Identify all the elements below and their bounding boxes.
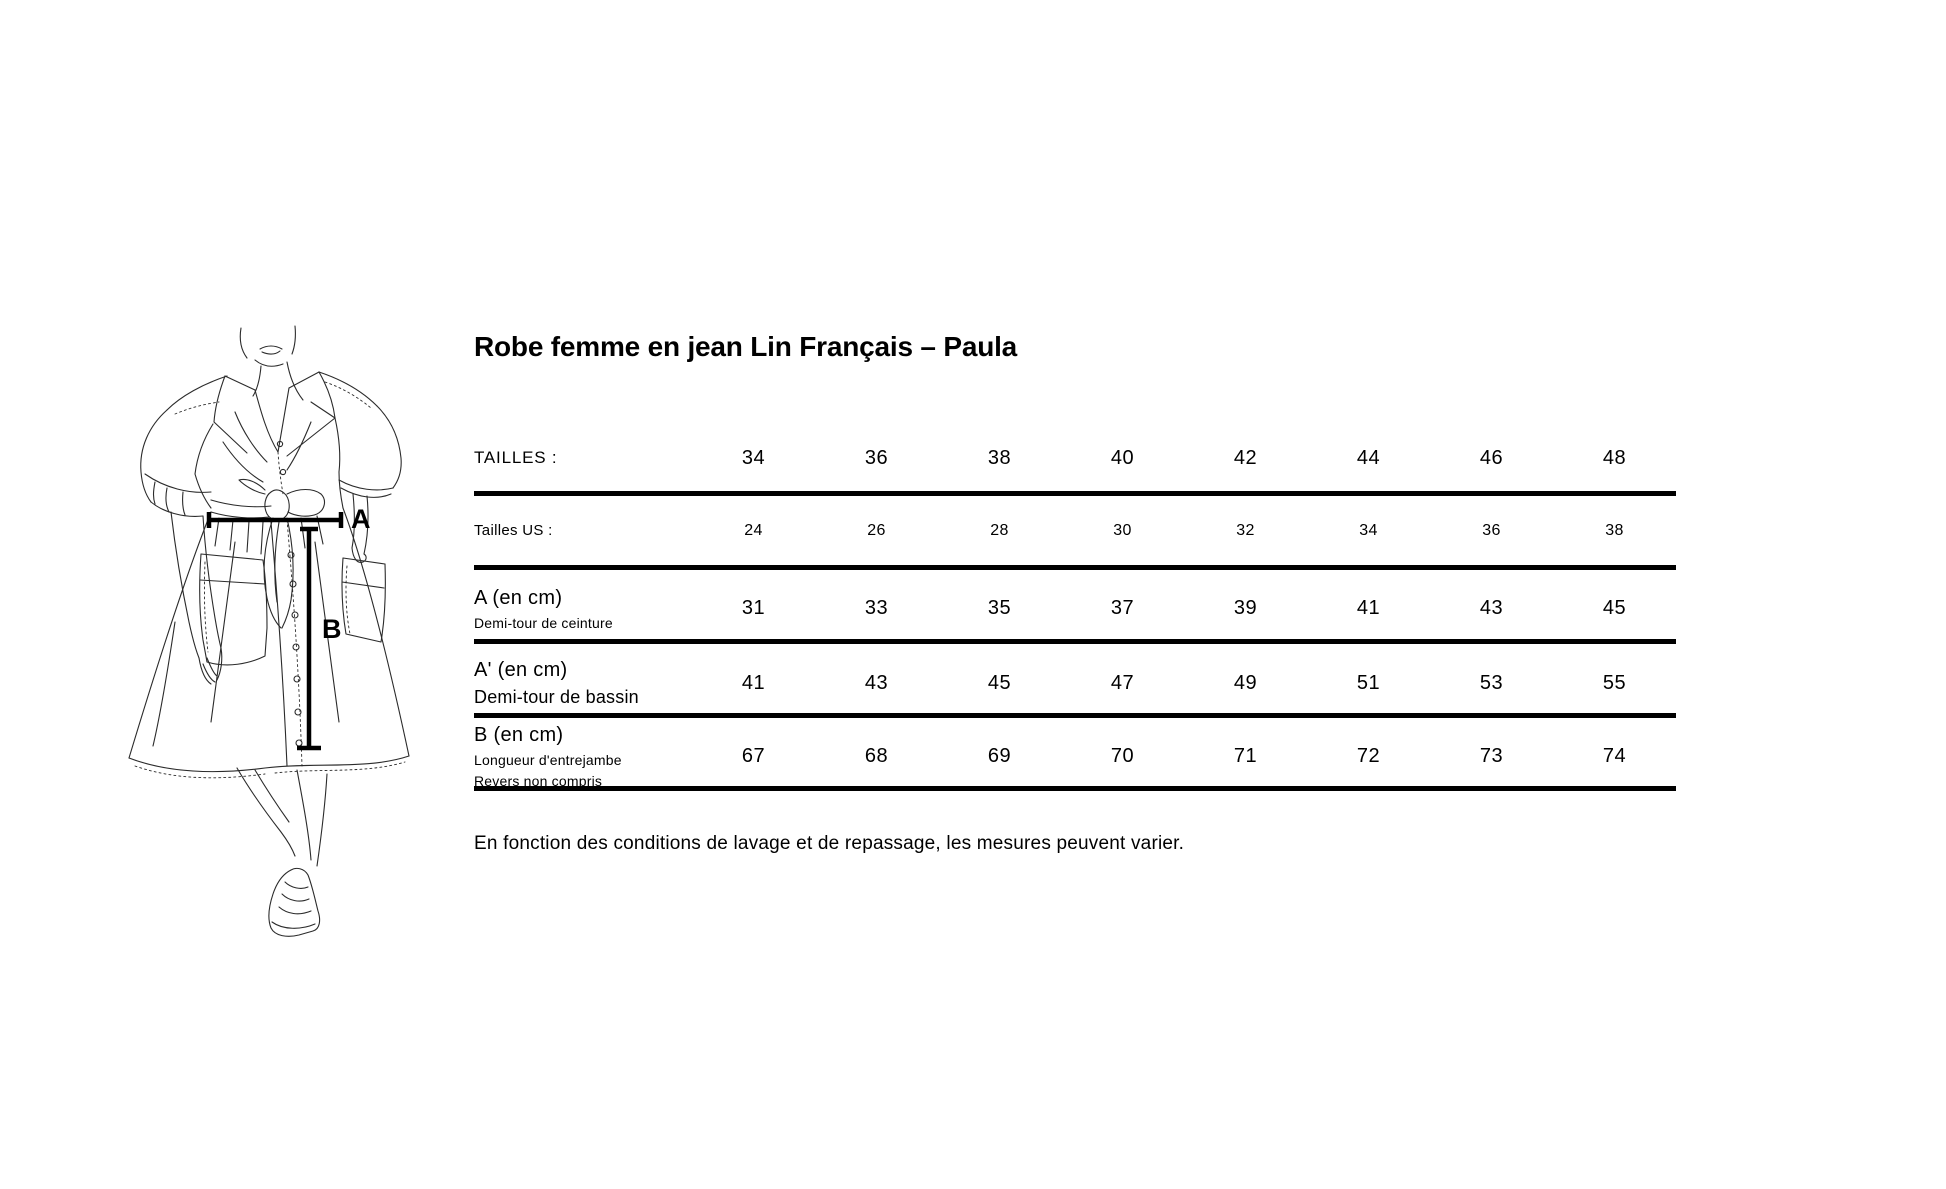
size-value: 69 bbox=[987, 745, 1012, 768]
measure-a-name: A (en cm) bbox=[474, 586, 563, 609]
size-guide-content bbox=[474, 331, 1676, 855]
stitch-lines bbox=[135, 382, 405, 778]
size-value: 70 bbox=[1110, 745, 1135, 768]
size-value: 46 bbox=[1479, 446, 1504, 469]
size-value: 71 bbox=[1233, 745, 1258, 768]
size-value: 34 bbox=[1359, 521, 1378, 539]
size-value: 43 bbox=[864, 672, 889, 695]
size-value: 48 bbox=[1602, 446, 1627, 469]
measure-b-name: B (en cm) bbox=[474, 724, 564, 747]
size-value: 40 bbox=[1110, 446, 1135, 469]
size-value: 73 bbox=[1479, 745, 1504, 768]
size-row-b bbox=[474, 718, 1676, 791]
size-value: 39 bbox=[1233, 597, 1258, 620]
size-value: 74 bbox=[1602, 745, 1627, 768]
measure-a-label: A bbox=[351, 504, 371, 534]
size-value: 24 bbox=[744, 521, 763, 539]
size-row-a bbox=[474, 570, 1676, 644]
dress-sketch bbox=[115, 322, 435, 962]
size-value: 49 bbox=[1233, 672, 1258, 695]
size-value: 32 bbox=[1236, 521, 1255, 539]
size-value: 31 bbox=[741, 597, 766, 620]
size-value: 28 bbox=[990, 521, 1009, 539]
size-value: 41 bbox=[741, 672, 766, 695]
measure-b-description-1: Longueur d'entrejambe bbox=[474, 752, 622, 769]
size-row-a-prime bbox=[474, 644, 1676, 718]
size-value: 36 bbox=[1482, 521, 1501, 539]
size-value: 38 bbox=[987, 446, 1012, 469]
size-value: 68 bbox=[864, 745, 889, 768]
size-value: 38 bbox=[1605, 521, 1624, 539]
size-value: 26 bbox=[867, 521, 886, 539]
size-value: 30 bbox=[1113, 521, 1132, 539]
measure-a-prime-description: Demi-tour de bassin bbox=[474, 687, 639, 708]
size-value: 72 bbox=[1356, 745, 1381, 768]
size-row-tailles-us bbox=[474, 496, 1676, 570]
size-value: 45 bbox=[1602, 597, 1627, 620]
size-value: 55 bbox=[1602, 672, 1627, 695]
measurement-disclaimer: En fonction des conditions de lavage et de repassage, les mesures peuvent varier. bbox=[474, 833, 1185, 855]
size-value: 53 bbox=[1479, 672, 1504, 695]
measure-b-description-2: Revers non compris bbox=[474, 773, 603, 790]
row-label-a bbox=[474, 587, 692, 631]
measure-b-label: B bbox=[322, 614, 342, 644]
row-label-a-prime bbox=[474, 659, 692, 708]
row-label-b bbox=[474, 724, 692, 789]
size-value: 42 bbox=[1233, 446, 1258, 469]
row-label-tailles: TAILLES : bbox=[474, 448, 558, 468]
size-value: 41 bbox=[1356, 597, 1381, 620]
size-value: 43 bbox=[1479, 597, 1504, 620]
size-table bbox=[474, 435, 1676, 791]
size-value: 67 bbox=[741, 745, 766, 768]
measure-a-description: Demi-tour de ceinture bbox=[474, 614, 613, 631]
size-value: 47 bbox=[1110, 672, 1135, 695]
size-value: 51 bbox=[1356, 672, 1381, 695]
size-value: 45 bbox=[987, 672, 1012, 695]
size-value: 35 bbox=[987, 597, 1012, 620]
size-value: 36 bbox=[864, 446, 889, 469]
figure-lines bbox=[129, 326, 409, 936]
size-value: 33 bbox=[864, 597, 889, 620]
measure-a-line bbox=[209, 512, 341, 528]
size-value: 37 bbox=[1110, 597, 1135, 620]
size-row-tailles bbox=[474, 435, 1676, 496]
row-label-tailles-us: Tailles US : bbox=[474, 522, 553, 540]
size-value: 44 bbox=[1356, 446, 1381, 469]
page-title: Robe femme en jean Lin Français – Paula bbox=[474, 331, 1018, 362]
size-value: 34 bbox=[741, 446, 766, 469]
measure-a-prime-name: A' (en cm) bbox=[474, 659, 568, 682]
